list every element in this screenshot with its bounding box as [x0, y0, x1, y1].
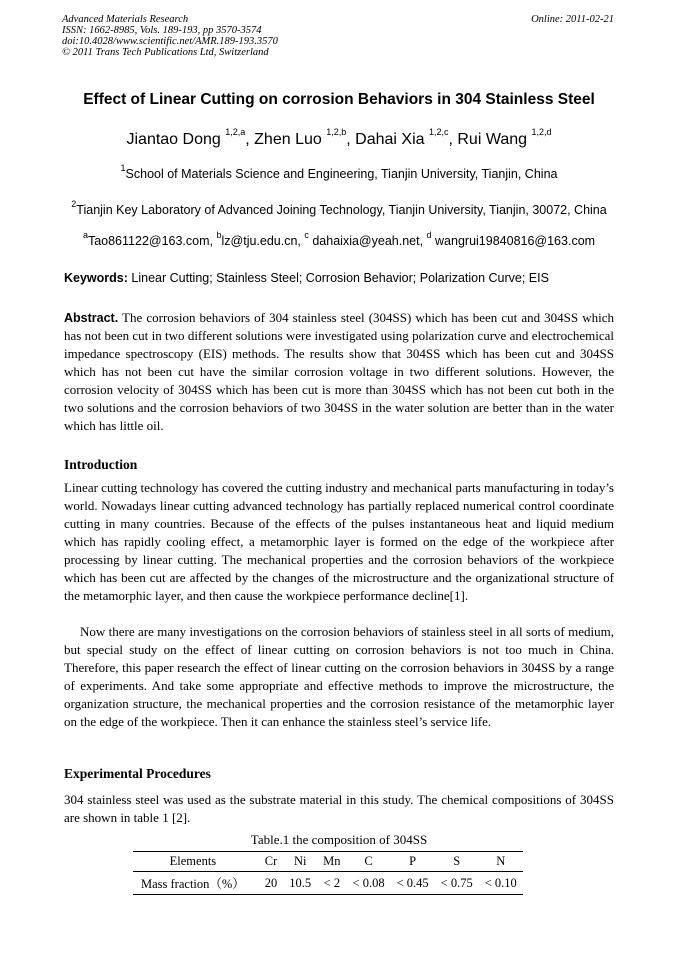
email-sup: a [82, 230, 88, 240]
author-name: Zhen Luo [254, 131, 322, 148]
table-cell: < 0.75 [440, 875, 473, 890]
copyright-line: © 2011 Trans Tech Publications Ltd, Switzerland [62, 47, 269, 58]
table-header-cell: N [496, 854, 506, 868]
paper-title: Effect of Linear Cutting on corrosion Behaviors in 304 Stainless Steel [83, 91, 595, 108]
author-name: Jiantao Dong [126, 131, 221, 148]
journal-name: Advanced Materials Research [62, 14, 189, 25]
affiliation-1 [0, 163, 678, 181]
abstract-label: Abstract. [64, 311, 119, 325]
keywords-label: Keywords: [64, 271, 128, 285]
affiliation-text: School of Materials Science and Engineering, Tianjin University, Tianjin, China [125, 167, 558, 181]
author-name: Dahai Xia [355, 131, 425, 148]
table-header-cell: S [453, 854, 461, 868]
affiliation-2 [0, 199, 678, 217]
affiliation-sup: 1 [120, 163, 126, 173]
email-sup: d [426, 230, 432, 240]
author-sup: 1,2,d [531, 127, 552, 137]
author-name: Rui Wang [457, 131, 528, 148]
doi-line: doi:10.4028/www.scientific.net/AMR.189-193.3570 [62, 36, 278, 47]
table-header-cell: Cr [264, 854, 278, 868]
email-sup: c [304, 230, 309, 240]
email-address[interactable]: lz@tju.edu.cn [221, 234, 298, 248]
table-cell: 20 [264, 875, 278, 890]
introduction-paragraph-2: Now there are many investigations on the corrosion behaviors of stainless steel in all sorts of medium, but special study on the effect of linear cutting on corrosion behaviors is not too much in China. Therefore, this paper research the effect of linear cutting on the corrosion behaviors in 304SS by a range of experiments. And take some appropriate and effective methods to improve the microstructure, the organization structure, the mechanical properties and the corrosion resistance of the metamorphic layer on the edge of the workpiece. Then it can enhance the stainless steel’s service life. [64, 624, 614, 729]
author-sup: 1,2,c [428, 127, 449, 137]
table-cell: < 2 [323, 875, 341, 890]
table-cell: Mass fraction（%） [141, 877, 245, 891]
keywords-text: Linear Cutting; Stainless Steel; Corrosion Behavior; Polarization Curve; EIS [131, 271, 549, 285]
author-sup: 1,2,b [326, 127, 347, 137]
introduction-heading: Introduction [64, 457, 138, 472]
composition-table [133, 851, 523, 895]
email-address[interactable]: dahaixia@yeah.net [312, 234, 420, 248]
table-header-cell: Ni [293, 854, 307, 868]
table-header-cell: Elements [169, 854, 217, 868]
journal-header [62, 14, 278, 58]
online-date: Online: 2011-02-21 [531, 14, 614, 25]
table-cell: < 0.45 [396, 875, 429, 890]
experimental-heading: Experimental Procedures [64, 766, 211, 781]
experimental-paragraph-1: 304 stainless steel was used as the substrate material in this study. The chemical compositions of 304SS are shown in table 1 [2]. [64, 792, 614, 825]
table-header-cell: Mn [323, 854, 341, 868]
author-list: Jiantao Dong $^{1,2,a}$, Zhen Luo $^{1,2,b}$, Dahai Xia $^{1,2,c}$, Rui Wang $^{1,2,d}$ [126, 127, 552, 148]
abstract [64, 309, 614, 435]
email-list: $^a$Tao861122@163.com, $^b$lz@tju.edu.cn, $^c$ dahaixia@yeah.net, $^d$ wangrui19840816@163.com [82, 230, 596, 248]
table-header-cell: P [409, 854, 417, 868]
table-header-row [133, 852, 523, 872]
affiliation-sup: 2 [71, 199, 77, 209]
table-caption: Table.1 the composition of 304SS [250, 832, 428, 847]
introduction-paragraph-1: Linear cutting technology has covered the cutting industry and mechanical parts manufacturing in today’s world. Nowadays linear cutting advanced technology has partially replaced numerical control coordinate cutting in many countries. Because of the effects of the pulses instantaneous heat and liquid medium which has rapidly cooling effect, a metamorphic layer is formed on the edge of the workpiece after processing by linear cutting. The mechanical properties and the corrosion behaviors of the workpiece which has been cut are affected by the changes of the microstructure and the organizational structure of the metamorphic layer, and then cause the workpiece performance decline[1]. [64, 480, 614, 603]
email-sup: b [216, 230, 222, 240]
author-sup: 1,2,a [225, 127, 246, 137]
table-row [133, 872, 523, 895]
issn-line: ISSN: 1662-8985, Vols. 189-193, pp 3570-3574 [62, 25, 262, 36]
table-header-cell: C [364, 854, 373, 868]
email-address[interactable]: wangrui19840816@163.com [435, 234, 596, 248]
table-cell: < 0.08 [352, 875, 385, 890]
keywords [64, 271, 616, 285]
affiliation-text: Tianjin Key Laboratory of Advanced Joining Technology, Tianjin University, Tianjin, 30072, China [76, 203, 607, 217]
abstract-text: The corrosion behaviors of 304 stainless steel (304SS) which has been cut and 304SS which has not been cut in two different solutions were investigated using polarization curve and electrochemical impedance spectroscopy (EIS) methods. The results show that 304SS which has been cut and 304SS which has not been cut have the similar corrosion voltage in two different solutions. However, the corrosion velocity of 304SS which has been cut is more than 304SS which has not been cut both in the two solutions and the corrosion behaviors of two 304SS in the water solution are better than in the water which has little oil. [64, 310, 614, 433]
table-cell: < 0.10 [484, 875, 517, 890]
table-cell: 10.5 [289, 875, 312, 890]
email-address[interactable]: Tao861122@163.com [87, 234, 210, 248]
